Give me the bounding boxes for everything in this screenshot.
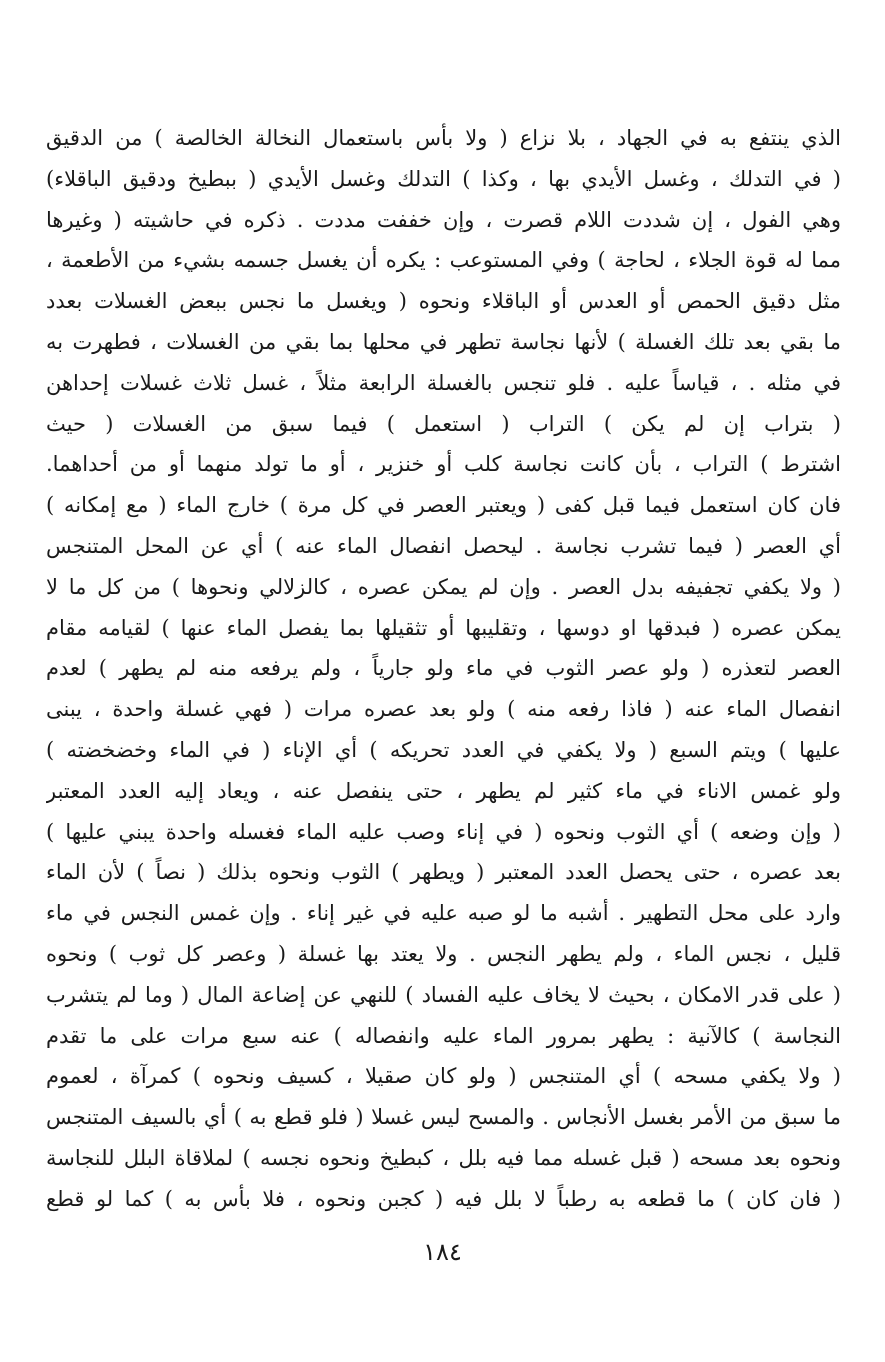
body-text [46, 118, 841, 1220]
text-line: قليل ، نجس الماء ، ولم يطهر النجس . ولا يعتد بها غسلة ( وعصر كل ثوب ) ونحوه [46, 941, 841, 966]
text-line: النجاسة ) كالآنية : يطهر بمرور الماء عليه وانفصاله ) عنه سبع مرات على ما تقدم [46, 1023, 841, 1048]
text-line: وهي الفول ، إن شددت اللام قصرت ، وإن خففت مددت . ذكره في حاشيته ( وغيرها [46, 207, 841, 232]
text-line: ( بتراب إن لم يكن ) التراب ( استعمل ) فيما سبق من الغسلات ( حيث [46, 411, 841, 436]
text-line: ( في التدلك ، وغسل الأيدي بها ، وكذا ) التدلك وغسل الأيدي ( ببطيخ ودقيق الباقلاء) [46, 166, 841, 191]
text-line: ( فان كان ) ما قطعه به رطباً لا بلل فيه ( كجبن ونحوه ، فلا بأس به ) كما لو قطع [46, 1186, 841, 1211]
text-line: مثل دقيق الحمص أو العدس أو الباقلاء ونحوه ( ويغسل ما نجس ببعض الغسلات بعدد [46, 289, 841, 314]
text-line: ما سبق من الأمر بغسل الأنجاس . والمسح ليس غسلا ( فلو قطع به ) أي بالسيف المتنجس [46, 1105, 841, 1130]
text-line: ( ولا يكفي مسحه ) أي المتنجس ( ولو كان صقيلا ، كسيف ونحوه ) كمرآة ، لعموم [46, 1064, 841, 1089]
text-line: ما بقي بعد تلك الغسلة ) لأنها نجاسة تطهر في محلها بما بقي من الغسلات ، فطهرت به [46, 329, 841, 354]
text-line: بعد عصره ، حتى يحصل العدد المعتبر ( ويطهر ) الثوب ونحوه بذلك ( نصاً ) لأن الماء [46, 860, 841, 885]
text-line: ( على قدر الامكان ، بحيث لا يخاف عليه الفساد ) للنهي عن إضاعة المال ( وما لم يتشرب [46, 982, 841, 1007]
text-line: في مثله . ، قياساً عليه . فلو تنجس بالغسلة الرابعة مثلاً ، غسل ثلاث غسلات إحداهن [46, 370, 841, 395]
text-line: ( ولا يكفي تجفيفه بدل العصر . وإن لم يمكن عصره ، كالزلالي ونحوها ) من كل ما لا [46, 574, 841, 599]
text-line: مما له قوة الجلاء ، لحاجة ) وفي المستوعب : يكره أن يغسل جسمه بشيء من الأطعمة ، [46, 248, 841, 273]
text-line: فان كان استعمل فيما قبل كفى ( ويعتبر العصر في كل مرة ) خارج الماء ( مع إمكانه ) [46, 493, 841, 518]
text-line: أي العصر ( فيما تشرب نجاسة . ليحصل انفصال الماء عنه ) أي عن المحل المتنجس [46, 533, 841, 558]
text-line: وارد على محل التطهير . أشبه ما لو صبه عليه في غير إناء . وإن غمس النجس في ماء [46, 901, 841, 926]
page-number: ١٨٤ [423, 1238, 462, 1266]
text-line: اشترط ) التراب ، بأن كانت نجاسة كلب أو خنزير ، أو ما تولد منهما أو من أحداهما. [46, 452, 841, 477]
text-line: الذي ينتفع به في الجهاد ، بلا نزاع ( ولا بأس باستعمال النخالة الخالصة ) من الدقيق [46, 126, 841, 150]
text-line: انفصال الماء عنه ( فاذا رفعه منه ) ولو بعد عصره مرات ( فهي غسلة واحدة ، يبنى [46, 697, 841, 722]
text-line: عليها ) ويتم السبع ( ولا يكفي في العدد تحريكه ) أي الإناء ( في الماء وخضخضته ) [46, 737, 841, 762]
text-line: يمكن عصره ( فبدقها او دوسها ، وتقليبها أو تثقيلها بما يفصل الماء عنها ) لقيامه مقام [46, 615, 841, 640]
text-line: ( وإن وضعه ) أي الثوب ونحوه ( في إناء وصب عليه الماء فغسله واحدة يبني عليها ) [46, 819, 841, 844]
text-line: ولو غمس الاناء في ماء كثير لم يطهر ، حتى ينفصل عنه ، ويعاد إليه العدد المعتبر [46, 778, 841, 803]
text-line: ونحوه بعد مسحه ( قبل غسله مما فيه بلل ، كبطيخ ونحوه نجسه ) لملاقاة البلل للنجاسة [46, 1145, 841, 1170]
text-line: العصر لتعذره ( ولو عصر الثوب في ماء ولو جارياً ، ولم يرفعه منه لم يطهر ) لعدم [46, 656, 841, 681]
